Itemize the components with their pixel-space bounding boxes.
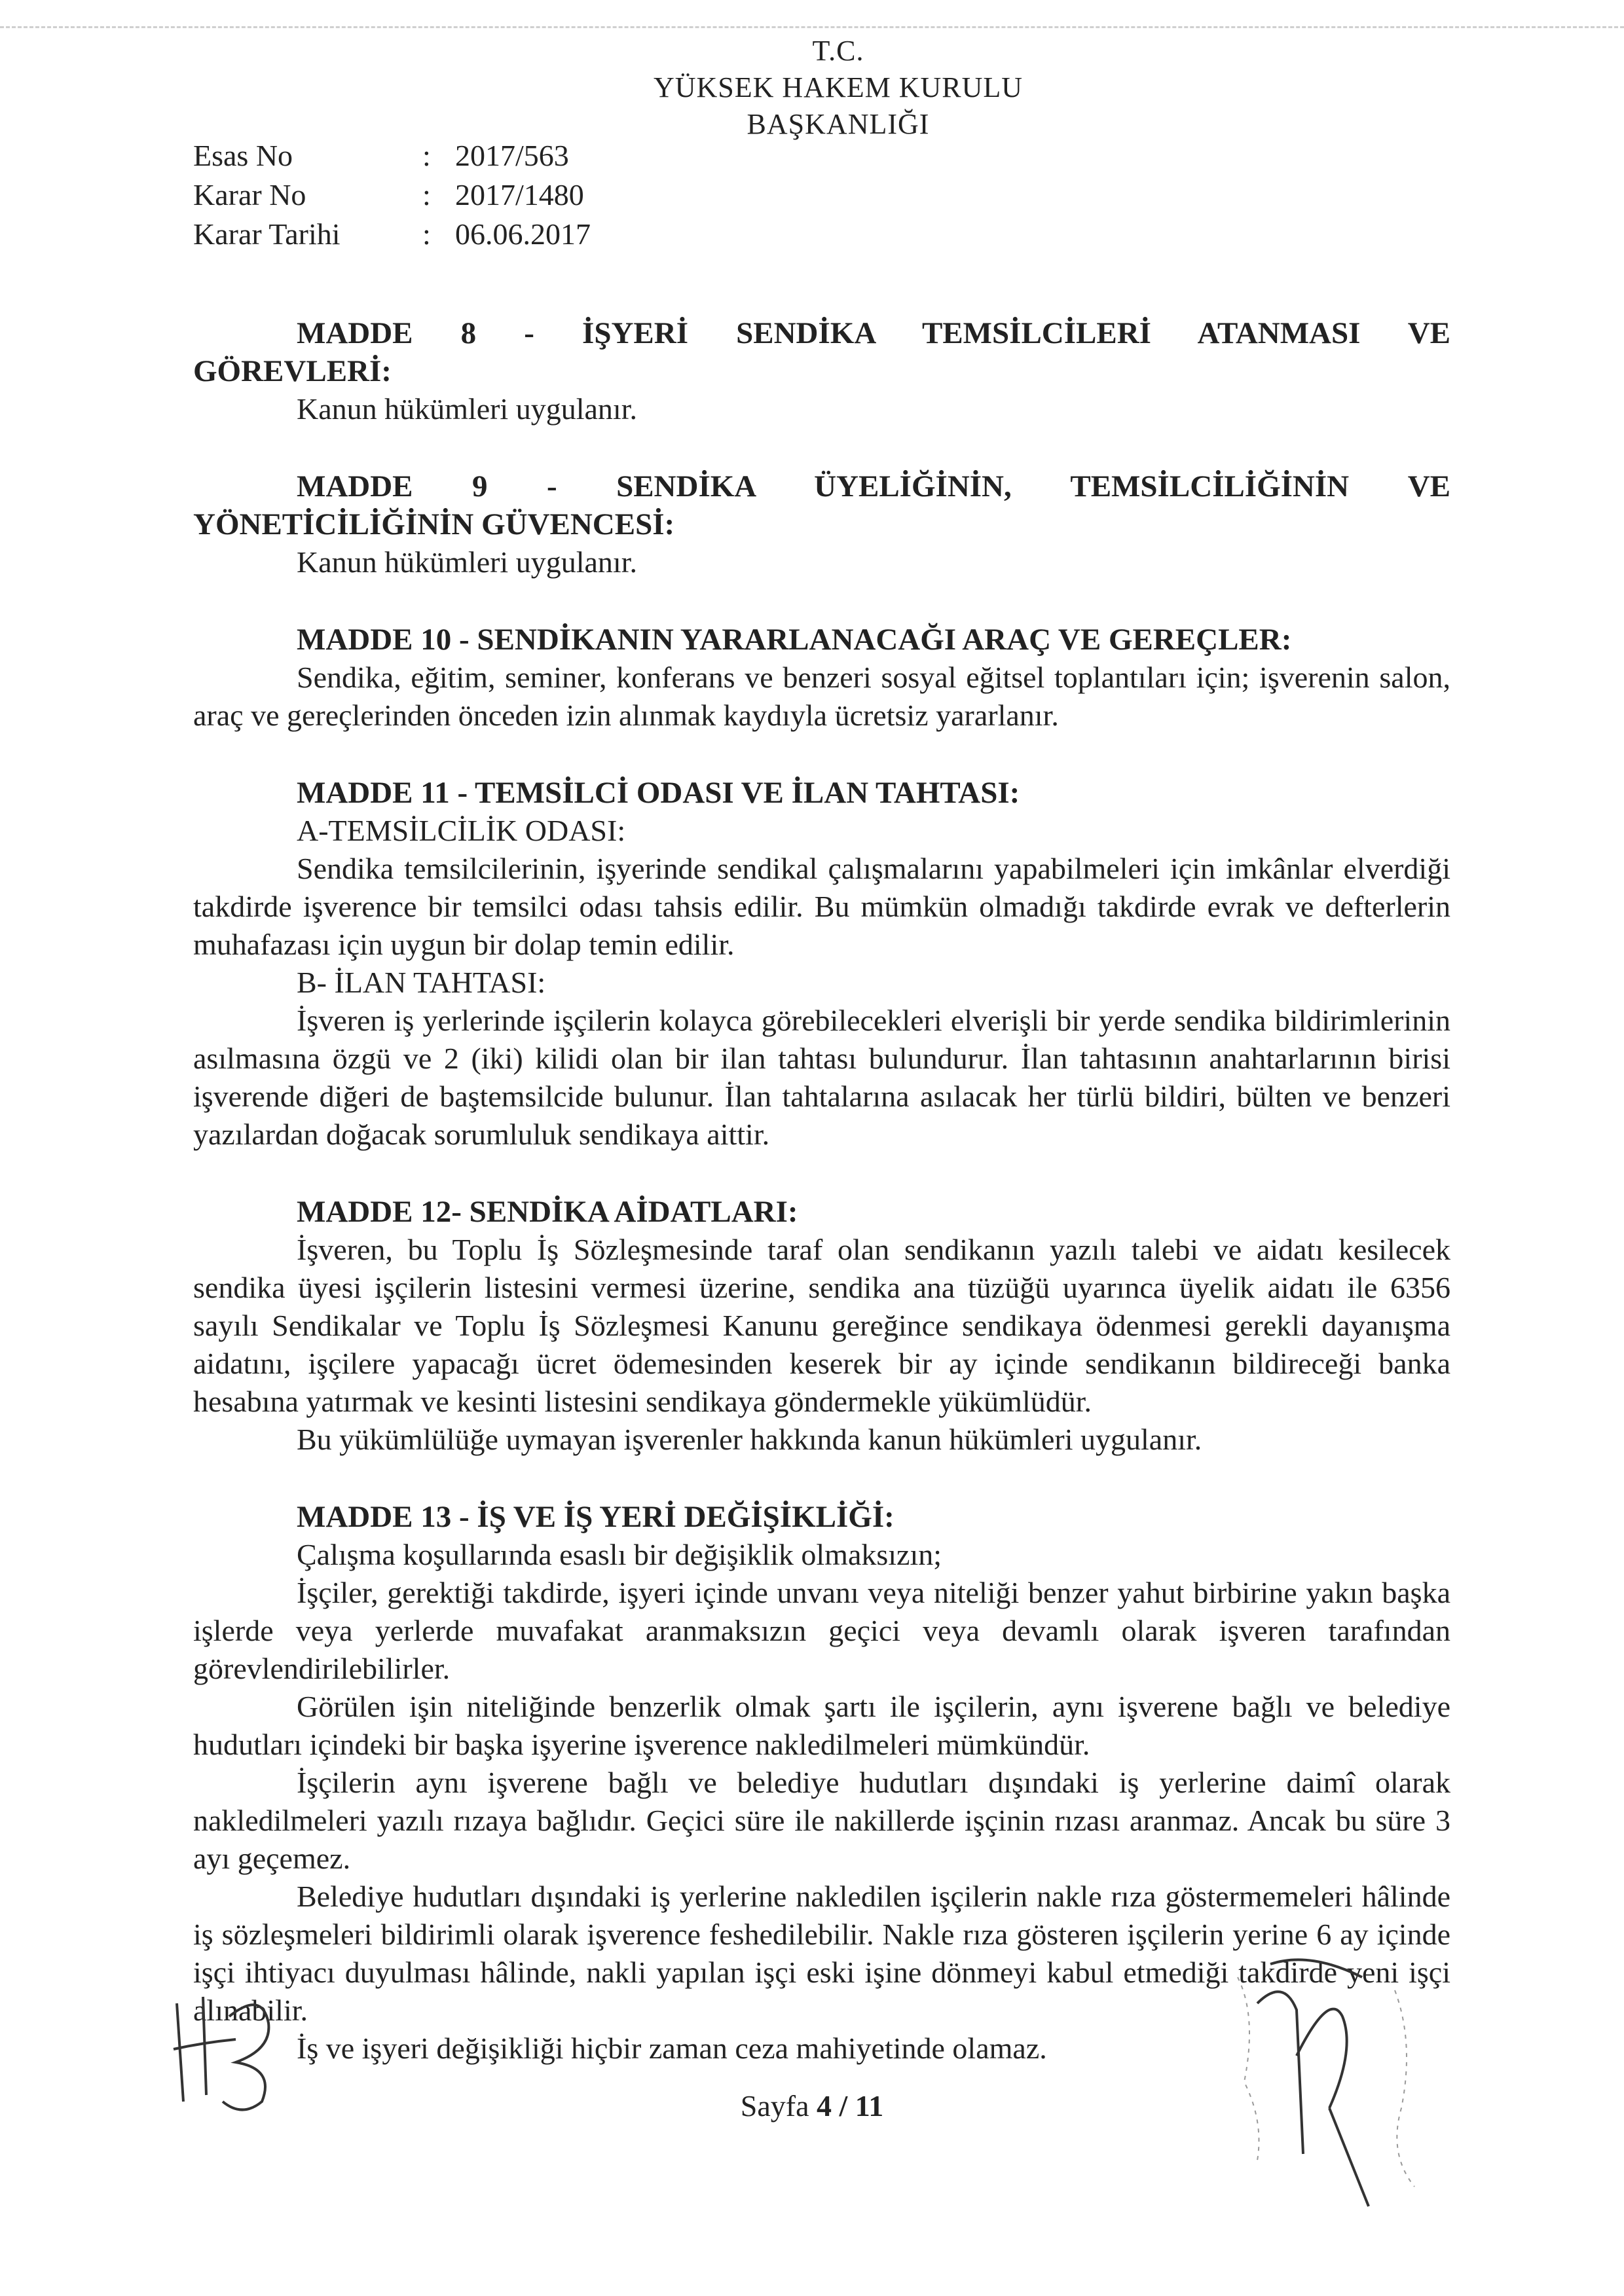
article-8: [193, 314, 1450, 428]
handwritten-signature: [1231, 1938, 1428, 2216]
article-9: [193, 467, 1450, 581]
karar-value: 2017/1480: [455, 178, 584, 211]
page-number: 4 / 11: [817, 2089, 884, 2123]
case-info: [193, 136, 591, 254]
header-institution: YÜKSEK HAKEM KURULU: [653, 71, 1024, 103]
article-13-heading: MADDE 13 - İŞ VE İŞ YERİ DEĞİŞİKLİĞİ:: [297, 1500, 895, 1534]
tarih-value: 06.06.2017: [455, 217, 591, 251]
esas-label: Esas No: [193, 139, 293, 172]
article-10: [193, 621, 1450, 735]
article-13-p2: İşçiler, gerektiği takdirde, işyeri içinde unvanı veya niteliği benzer yahut birbirine yakın başka işlerde veya yerlerde muvafakat aranmaksızın geçici veya devamlı olarak işveren tarafından görevlendirilebilirler.: [193, 1576, 1450, 1685]
article-13-p5: Belediye hudutları dışındaki iş yerlerine nakledilen işçilerin nakle rıza göstermemeleri hâlinde iş sözleşmeleri bildirimli olarak işverence feshedilebilir. Nakle rıza gösteren işçilerin yerine 6 ay içinde işçi ihtiyacı duyulması hâlinde, nakli yapılan işçi eski işine dönmeyi kabul etmediği takdirde yeni işçi alınabilir.: [193, 1880, 1450, 2027]
article-9-body: Kanun hükümleri uygulanır.: [297, 545, 637, 579]
esas-row: [193, 136, 591, 175]
document-body: [193, 314, 1450, 2068]
article-11-body-b: İşveren iş yerlerinde işçilerin kolayca görebilecekleri elverişli bir yerde sendika bildirimlerinin asılmasına özgü ve 2 (iki) kilidi olan bir ilan tahtası bulundurur. İlan tahtasının anahtarlarının birisi işverende diğeri de baştemsilcide bulunur. İlan tahtalarına asılacak her türlü bildiri, bülten ve benzeri yazılardan doğacak sorumluluk sendikaya aittir.: [193, 1004, 1450, 1151]
header-tc: T.C.: [812, 35, 864, 67]
article-12-body-2: Bu yükümlülüğe uymayan işverenler hakkında kanun hükümleri uygulanır.: [297, 1423, 1202, 1456]
karar-label: Karar No: [193, 178, 306, 211]
article-12-body-1: İşveren, bu Toplu İş Sözleşmesinde taraf olan sendikanın yazılı talebi ve aidatı kesilecek sendika üyesi işçilerin listesini vermesi üzerine, sendika ana tüzüğü uyarınca üyelik aidatı ile 6356 sayılı Sendikalar ve Toplu İş Sözleşmesi Kanunu gereğince sendikaya ödenmesi gerekli dayanışma aidatını, işçilere yapacağı ücret ödemesinden keserek bir ay içinde sendikanın bildireceği banka hesabına yatırmak ve kesinti listesini sendikaya göndermekle yükümlüdür.: [193, 1233, 1450, 1418]
esas-value: 2017/563: [455, 139, 569, 172]
article-13-p3: Görülen işin niteliğinde benzerlik olmak şartı ile işçilerin, aynı işverene bağlı ve belediye hudutları içindeki bir başka işyerine işverence nakledilmeleri mümkündür.: [193, 1690, 1450, 1761]
article-12: [193, 1193, 1450, 1459]
page-label: Sayfa: [740, 2089, 817, 2123]
article-13-p4: İşçilerin aynı işverene bağlı ve belediye hudutları dışındaki iş yerlerine daimî olarak nakledilmeleri yazılı rızaya bağlıdır. Geçici süre ile nakillerde işçinin rızası aranmaz. Ancak bu süre 3 ayı geçemez.: [193, 1766, 1450, 1875]
tarih-row: [193, 215, 591, 254]
colon: :: [422, 139, 431, 172]
article-8-body: Kanun hükümleri uygulanır.: [297, 392, 637, 426]
article-11: [193, 774, 1450, 1154]
header-presidency: BAŞKANLIĞI: [747, 108, 930, 140]
article-8-heading-cont: GÖREVLERİ:: [193, 354, 392, 388]
document-header: [0, 33, 1624, 143]
article-9-heading: MADDE 9 - SENDİKA ÜYELİĞİNİN, TEMSİLCİLİĞİNİN VE: [297, 469, 1450, 503]
colon: :: [422, 178, 431, 211]
article-11-heading: MADDE 11 - TEMSİLCİ ODASI VE İLAN TAHTASI:: [297, 776, 1020, 810]
article-10-body: Sendika, eğitim, seminer, konferans ve benzeri sosyal eğitsel toplantıları için; işverenin salon, araç ve gereçlerinden önceden izin alınmak kaydıyla ücretsiz yararlanır.: [193, 661, 1450, 732]
article-11-subheading-b: B- İLAN TAHTASI:: [297, 966, 546, 999]
colon: :: [422, 217, 431, 251]
page-footer: [0, 2088, 1624, 2123]
article-13-p6: İş ve işyeri değişikliği hiçbir zaman ceza mahiyetinde olamaz.: [297, 2032, 1047, 2065]
article-11-subheading-a: A-TEMSİLCİLİK ODASI:: [297, 814, 626, 847]
article-12-heading: MADDE 12- SENDİKA AİDATLARI:: [297, 1195, 798, 1229]
article-13-p1: Çalışma koşullarında esaslı bir değişiklik olmaksızın;: [297, 1538, 942, 1571]
karar-row: [193, 175, 591, 215]
article-9-heading-cont: YÖNETİCİLİĞİNİN GÜVENCESİ:: [193, 507, 675, 541]
article-10-heading: MADDE 10 - SENDİKANIN YARARLANACAĞI ARAÇ VE GEREÇLER:: [297, 623, 1292, 657]
article-8-heading: MADDE 8 - İŞYERİ SENDİKA TEMSİLCİLERİ ATANMASI VE: [297, 316, 1450, 350]
tarih-label: Karar Tarihi: [193, 217, 341, 251]
article-11-body-a: Sendika temsilcilerinin, işyerinde sendikal çalışmalarını yapabilmeleri için imkânlar elverdiği takdirde işverence bir temsilci odası tahsis edilir. Bu mümkün olmadığı takdirde evrak ve defterlerin muhafazası için uygun bir dolap temin edilir.: [193, 852, 1450, 961]
scan-top-edge: [0, 26, 1624, 28]
